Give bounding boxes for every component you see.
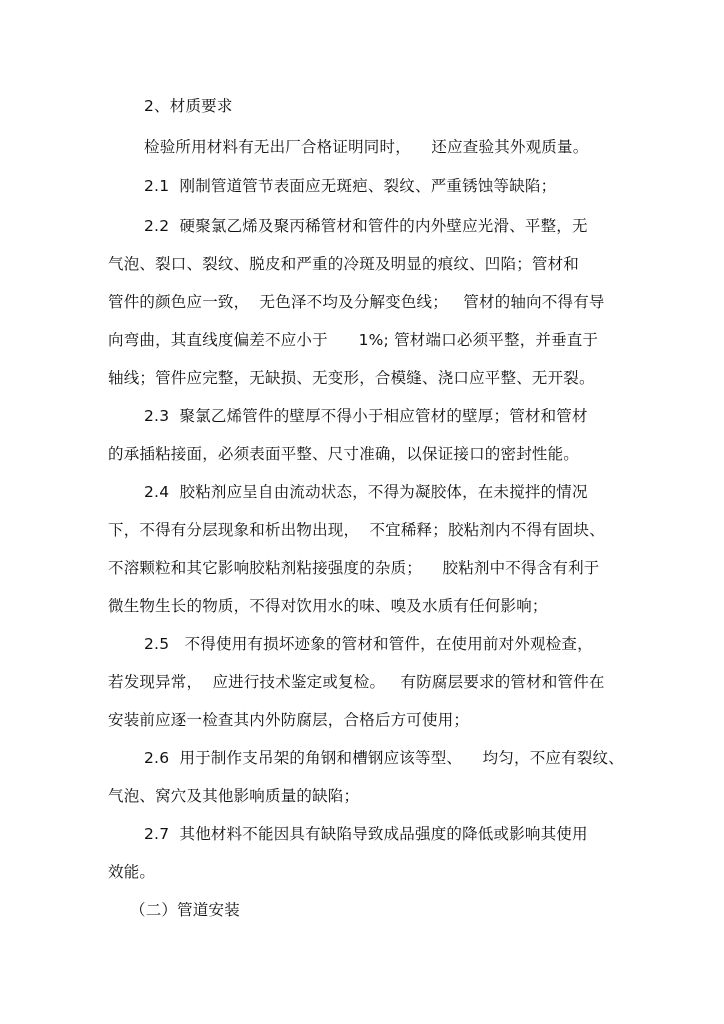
paragraph-line: 效能。 [108,863,156,881]
paragraph-line: 向弯曲，其直线度偏差不应小于 1%; 管材端口必须平整，并垂直于 [108,331,599,349]
paragraph-line: 下，不得有分层现象和析出物出现， 不宜稀释；胶粘剂内不得有固块、 [108,521,605,539]
section-heading: （二）管道安装 [130,901,240,919]
paragraph-line: 微生物生长的物质，不得对饮用水的味、嗅及水质有任何影响； [108,597,548,615]
paragraph-line: 检验所用材料有无出厂合格证明同时， 还应查验其外观质量。 [144,138,589,156]
paragraph-line: 的承插粘接面，必须表面平整、尺寸准确，以保证接口的密封性能。 [108,445,580,463]
paragraph-line: 2.1 刚制管道管节表面应无斑疤、裂纹、严重锈蚀等缺陷； [144,177,557,195]
paragraph-line: 2.6 用于制作支吊架的角钢和槽钢应该等型、 均匀，不应有裂纹、 [144,749,624,767]
paragraph-line: 轴线；管件应完整，无缺损、无变形，合模缝、浇口应平整、无开裂。 [108,369,595,387]
paragraph-line: 不溶颗粒和其它影响胶粘剂粘接强度的杂质； 胶粘剂中不得含有利于 [108,559,600,577]
paragraph-line: 2.5 不得使用有损坏迹象的管材和管件，在使用前对外观检查， [144,635,593,653]
paragraph-line: 2.4 胶粘剂应呈自由流动状态，不得为凝胶体，在未搅拌的情况 [144,483,588,501]
paragraph-line: 管件的颜色应一致， 无色泽不均及分解变色线； 管材的轴向不得有导 [108,293,605,311]
paragraph-line: 2.2 硬聚氯乙烯及聚丙稀管材和管件的内外壁应光滑、平整，无 [144,217,588,235]
paragraph-line: 气泡、裂口、裂纹、脱皮和严重的冷斑及明显的痕纹、凹陷；管材和 [108,255,580,273]
section-heading: 2、材质要求 [144,97,233,115]
paragraph-line: 气泡、窝穴及其他影响质量的缺陷； [108,787,360,805]
paragraph-line: 2.7 其他材料不能因具有缺陷导致成品强度的降低或影响其使用 [144,825,588,843]
paragraph-line: 2.3 聚氯乙烯管件的壁厚不得小于相应管材的壁厚；管材和管材 [144,407,588,425]
paragraph-line: 若发现异常， 应进行技术鉴定或复检。 有防腐层要求的管材和管件在 [108,673,605,691]
paragraph-line: 安装前应逐一检查其内外防腐层，合格后方可使用； [108,711,470,729]
